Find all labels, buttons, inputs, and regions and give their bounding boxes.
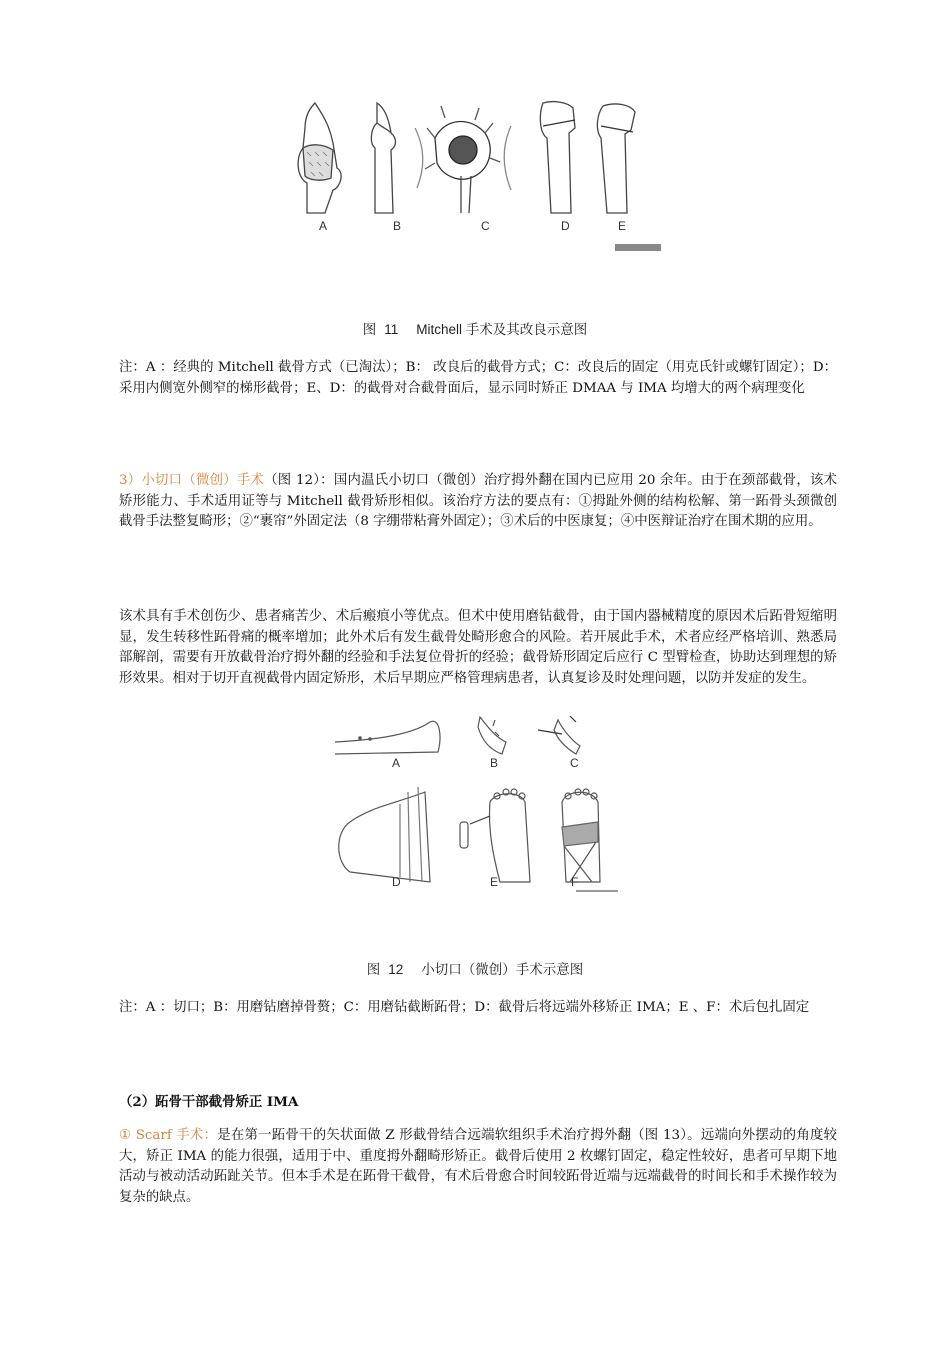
figure-12-illustration: [330, 712, 630, 897]
figure-11-label-b: B: [393, 219, 402, 233]
section-3-title: 3）小切口（微创）手术: [119, 473, 265, 488]
scarf-title: ① Scarf 手术：: [119, 1128, 218, 1143]
figure-12-svg: [330, 712, 630, 897]
section-3-body: （图 12）：国内温氏小切口（微创）治疗拇外翻在国内已应用 20 余年。由于在颈部截骨，该术矫形能力、手术适用证等与 Mitchell 截骨矫形相似。该治疗方法的要点有：①拇趾外侧的结构松解、第一跖骨头颈微创截骨手法整复畸形；②“裹帘”外固定法（8 字绷带粘膏外固定）；③术后的中医康复；④中医辩证治疗在围术期的应用。: [119, 473, 837, 529]
figure-12-caption-title: 小切口（微创）手术示意图: [421, 962, 584, 978]
scarf-paragraph: [119, 1126, 837, 1208]
figure-12-label-d: D: [392, 875, 401, 889]
scarf-body: 是在第一跖骨干的矢状面做 Z 形截骨结合远端软组织手术治疗拇外翻（图 13）。远端向外摆动的角度较大，矫正 IMA 的能力很强，适用于中、重度拇外翻畸形矫正。截骨后使用 2 枚螺钉固定，稳定性较好，患者可早期下地活动与被动活动跖趾关节。但本手术是在跖骨干截骨，有术后骨愈合时间较跖骨近端与远端截骨的时间长和手术操作较为复杂的缺点。: [119, 1128, 837, 1205]
figure-11-caption-title: Mitchell 手术及其改良示意图: [416, 322, 588, 337]
figure-12-caption: [0, 958, 950, 978]
figure-12-label-f: F: [571, 875, 579, 889]
figure-11-label-c: C: [481, 219, 490, 233]
advantages-paragraph: 该术具有手术创伤少、患者痛苦少、术后瘢痕小等优点。但术中使用磨钻截骨，由于国内器械精度的原因术后跖骨短缩明显，发生转移性跖骨痛的概率增加；此外术后有发生截骨处畸形愈合的风险。若开展此手术，术者应经严格培训、熟悉局部解剖，需要有开放截骨治疗拇外翻的经验和手法复位骨折的经验；截骨矫形固定后应行 C 型臂检查，协助达到理想的矫形效果。相对于切开直视截骨内固定矫形，术后早期应严格管理病患者，认真复诊及时处理问题，以防并发症的发生。: [119, 609, 837, 686]
figure-11-label-d: D: [561, 219, 570, 233]
figure-11-illustration: [285, 98, 665, 258]
figure-11-caption-number: 11: [384, 322, 399, 337]
figure-11-label-a: A: [319, 219, 328, 233]
figure-12-caption-prefix: 图: [366, 962, 381, 978]
figure-11-svg: [285, 98, 665, 258]
figure-11-caption: [0, 318, 950, 338]
figure-12-label-e: E: [490, 875, 499, 889]
figure-12-label-a: A: [392, 756, 401, 770]
figure-11-label-e: E: [618, 219, 627, 233]
figure-12-label-b: B: [490, 756, 499, 770]
figure-11-scale-bar: [615, 244, 661, 251]
section-3-paragraph: [119, 471, 837, 533]
figure-11-caption-prefix: 图: [362, 322, 377, 338]
figure-11-note: 注：A ：经典的 Mitchell 截骨方式（已淘汰）；B： 改良后的截骨方式；C：改良后的固定（用克氏针或螺钉固定）；D：采用内侧宽外侧窄的梯形截骨；E、D：的截骨对合截骨面后，显示同时矫正 DMAA 与 IMA 均增大的两个病理变化: [119, 360, 837, 396]
section-2-heading: （2）跖骨干部截骨矫正 IMA: [119, 1094, 299, 1110]
figure-12-label-c: C: [570, 756, 579, 770]
figure-12-caption-number: 12: [388, 962, 404, 977]
figure-12-note: 注：A ：切口；B：用磨钻磨掉骨赘；C：用磨钻截断跖骨；D：截骨后将远端外移矫正 IMA；E 、F：术后包扎固定: [119, 1000, 810, 1015]
